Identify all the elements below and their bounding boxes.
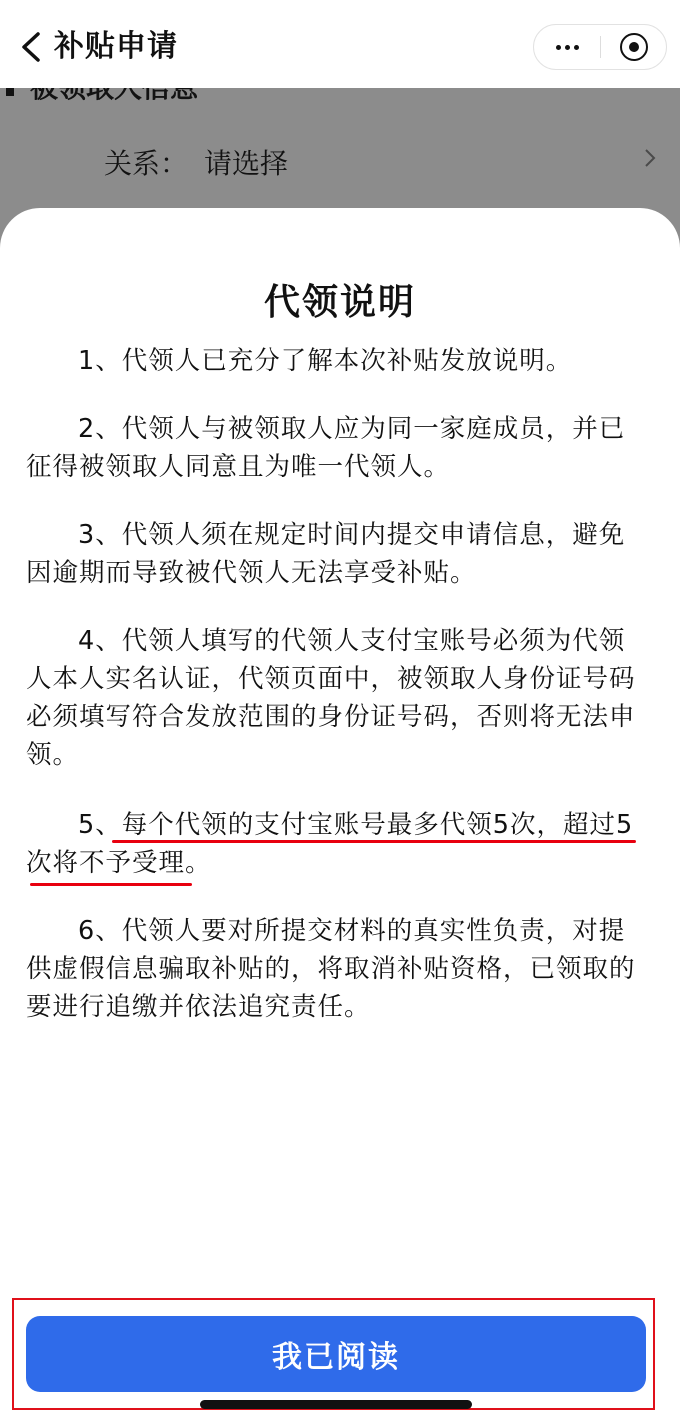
instruction-item-6: 6、代领人要对所提交材料的真实性负责，对提供虚假信息骗取补贴的，将取消补贴资格，已领取的要进行追缴并依法追究责任。 xyxy=(26,916,636,1022)
instruction-item-5: 5、每个代领的支付宝账号最多代领5次，超过5次将不予受理。 xyxy=(26,810,634,878)
more-dots-icon[interactable] xyxy=(534,25,600,69)
instructions-sheet xyxy=(0,208,680,1418)
mini-program-capsule xyxy=(533,24,667,70)
instruction-item-2: 2、代领人与被领取人应为同一家庭成员，并已征得被领取人同意且为唯一代领人。 xyxy=(26,414,626,482)
instruction-item-4: 4、代领人填写的代领人支付宝账号必须为代领人本人实名认证，代领页面中，被领取人身份证号码必须填写符合发放范围的身份证号码，否则将无法申领。 xyxy=(26,626,636,770)
annotation-underline xyxy=(112,840,636,843)
relation-label: 关系： xyxy=(104,147,189,180)
confirm-read-button[interactable]: 我已阅读 xyxy=(26,1316,646,1392)
sheet-title: 代领说明 xyxy=(263,282,416,323)
chevron-left-icon[interactable] xyxy=(18,30,48,64)
navigation-bar xyxy=(0,0,680,88)
instruction-item-1: 1、代领人已充分了解本次补贴发放说明。 xyxy=(78,346,573,376)
home-indicator xyxy=(200,1400,472,1409)
instruction-item-3: 3、代领人须在规定时间内提交申请信息，避免因逾期而导致被代领人无法享受补贴。 xyxy=(26,520,626,588)
target-close-icon[interactable] xyxy=(620,33,648,61)
capsule-divider xyxy=(600,36,601,58)
annotation-underline xyxy=(30,883,192,886)
relation-select-value[interactable]: 请选择 xyxy=(204,147,289,180)
page-title: 补贴申请 xyxy=(54,29,178,64)
